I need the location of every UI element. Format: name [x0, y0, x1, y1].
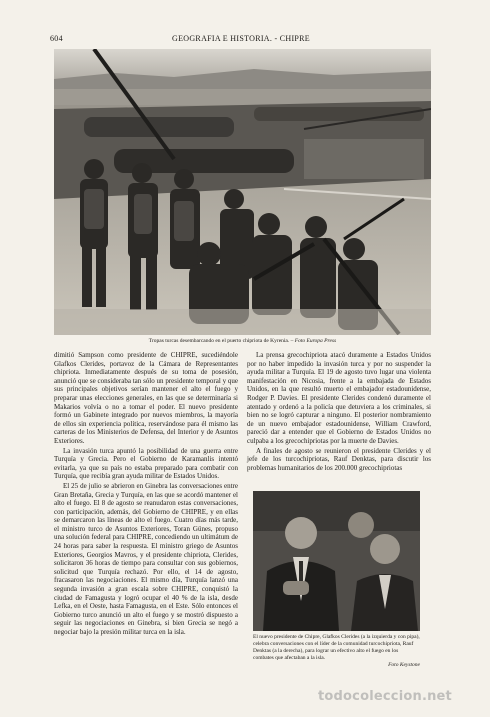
text-column-right: [247, 351, 431, 473]
photo-bottom-caption: [253, 634, 420, 669]
photo-turkish-troops-image: [54, 49, 431, 335]
page-header: [50, 34, 432, 46]
paragraph: La invasión turca apuntó la posibilidad de una guerra entre Turquía y Grecia. Pero el Gobierno de Karamanlis intentó evitarla, ya que su país no estaba preparado para combatir con Turquía, que recibía gran ayuda militar de Estados Unidos.: [54, 446, 238, 481]
photo-top-credit: Foto Europa Press: [294, 338, 337, 344]
photo-bottom-credit: Foto Keystone: [388, 662, 420, 668]
paragraph: El 25 de julio se abrieron en Ginebra las conversaciones entre Gran Bretaña, Grecia y Turquía, en las que se acordó mantener el alto el fuego. El 8 de agosto se reanudaron estas conversaciones, con participación, además, del Gobierno de CHIPRE, y en ellas se demarcaron las líneas de alto el fuego. Cuatro días más tarde, el ministro turco de Asuntos Exteriores, Toran Günes, propuso una solución federal para CHIPRE, concediendo un ultimátum de 24 horas para saber la respuesta. El ministro griego de Asuntos Exteriores, Georgios Mavros, y el presidente chipriota, Clerides, solicitaron 36 horas de tiempo para consultar con sus gobiernos, solicitud que Turquía rechazó. Por ello, el 14 de agosto, fracasaron las negociaciones. El mismo día, Turquía lanzó una segunda invasión a gran escala sobre CHIPRE, conquistó la ciudad de Famagusta y logró ocupar el 40 % de la isla, desde Lefka, en el Oeste, hasta Famagusta, en el Este. Sólo entonces el Gobierno turco anunció un alto el fuego y se mostró dispuesto a seguir las negociaciones en Ginebra, si bien Grecia se negó a negociar bajo la presión militar turca en la isla.: [54, 481, 238, 636]
running-title: GEOGRAFIA E HISTORIA. - CHIPRE: [172, 34, 310, 43]
page-number: 604: [50, 34, 63, 43]
paragraph: La prensa grecochipriota atacó duramente a Estados Unidos por no haber impedido la invasión turca y por no suspender la ayuda militar a Turquía. El 19 de agosto tuvo lugar una violenta manifestación en Nicosia, frente a la embajada de Estados Unidos, en la que resultó muerto el embajador estadounidense, Rodger P. Davies. El presidente Clerides condenó duramente el atentado y ordenó a la policía que detuviera a los criminales, si bien no se logró capturar a ninguno. El posterior nombramiento de un nuevo embajador estadounidense, William Crawford, pareció dar a entender que el Gobierno de Estados Unidos no culpaba a los grecochipriotas por la muerte de Davies.: [247, 351, 431, 445]
paragraph: dimitió Sampson como presidente de CHIPRE, sucediéndole Glafkos Clerides, portavoz de la Cámara de Representantes chipriota. Inmediatamente después de su toma de posesión, anunció que se consideraba tan sólo un presidente temporal y que sus principales objetivos serían mantener el alto el fuego y preparar unas elecciones generales, en las que se determinaría si Makarios volvía o no a tomar el poder. El nuevo presidente formó un Gabinete integrado por nuevos miembros, la mayoría de ellos sin experiencia política, reservándose para él mismo las carteras de los Ministerios de Defensa, del Interior y de Asuntos Exteriores.: [54, 351, 238, 445]
photo-clerides-denktas: [253, 491, 420, 631]
paragraph: A finales de agosto se reunieron el presidente Clerides y el jefe de los turcochipriotas, Rauf Denktas, para discutir los problemas humanitarios de los 200.000 grecochipriotas: [247, 446, 431, 472]
photo-clerides-denktas-image: [253, 491, 420, 631]
photo-top-caption: Tropas turcas desembarcando en el puerto chipriota de Kyrenia. – Foto Europa Press: [148, 338, 337, 344]
photo-top-caption-text: Tropas turcas desembarcando en el puerto chipriota de Kyrenia.: [148, 338, 290, 344]
photo-turkish-troops: [54, 49, 431, 335]
text-column-left: [54, 351, 238, 638]
photo-bottom-caption-text: El nuevo presidente de Chipre, Glafkos Clerides (a la izquierda y con pipa), celebra conversaciones con el líder de la comunidad turcochipriota, Rauf Denktas (a la derecha), para lograr un efectivo alto el fuego en los combates que afectaban a la isla.: [253, 634, 420, 661]
watermark: todocoleccion.net: [318, 689, 452, 704]
